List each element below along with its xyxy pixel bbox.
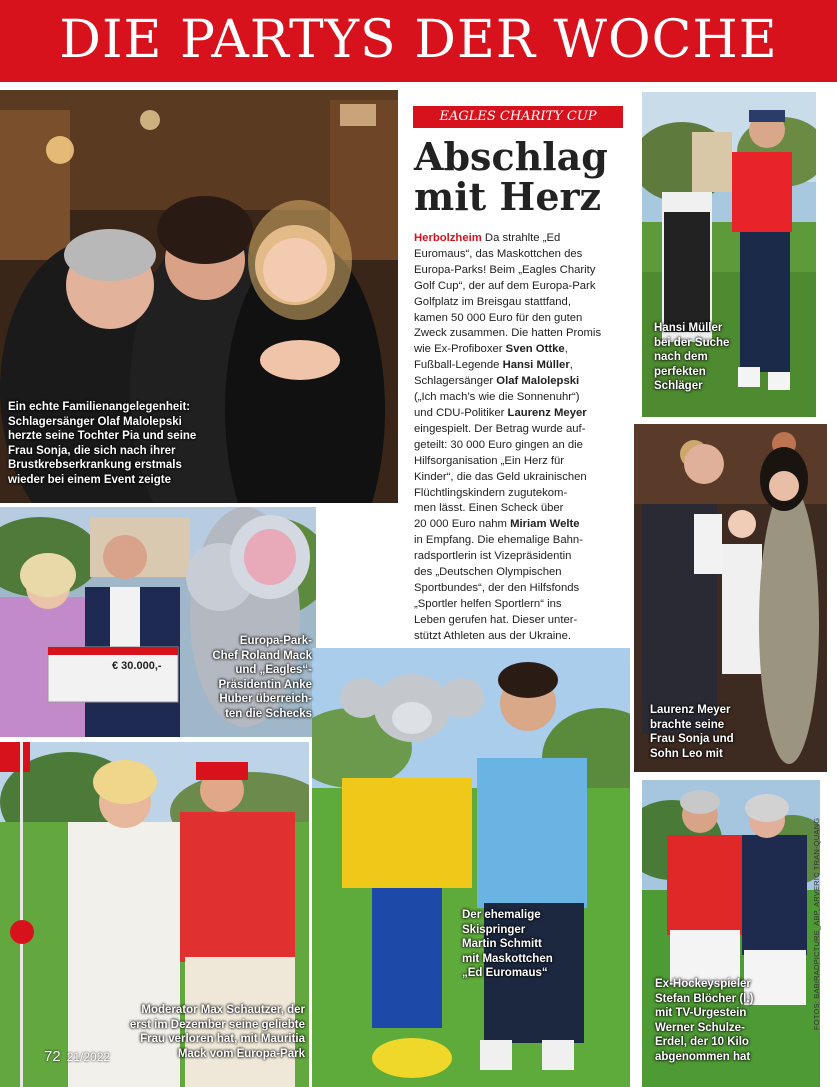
caption-line: Werner Schulze- [655,1021,745,1034]
caption-line: perfekten [654,365,706,378]
caption-hansi-mueller [654,321,729,394]
article-text: men lässt. Einen Scheck über [414,502,564,515]
article-text: Leben gerufen hat. Dieser unter- [414,613,578,626]
article-headline [414,134,608,219]
article-text: wie Ex-Profiboxer [414,343,506,356]
header-banner [0,0,837,82]
check-amount: € 30.000,- [112,660,162,672]
caption-line: nach dem [654,351,708,363]
article-text: und CDU-Politiker [414,406,508,419]
article-line [414,470,636,486]
caption-family [8,400,196,487]
article-text: Golf Cup“, der auf dem Europa-Park [414,279,596,292]
caption-line: Schlagersänger Olaf Malolepski [8,415,182,428]
article-text: kamen 50 000 Euro für den guten [414,311,583,324]
article-line [414,597,636,613]
article-text: Zweck zusammen. Die hatten Promis [414,327,602,340]
article-line [414,422,636,438]
caption-line: brachte seine [650,718,725,731]
article-line [414,406,636,422]
article-line [414,549,636,565]
article-line [414,311,636,327]
caption-line: Moderator Max Schautzer, der [141,1004,305,1016]
caption-line: Erdel, der 10 Kilo [655,1036,749,1048]
page-title: DIE PARTYS DER WOCHE [59,10,778,70]
article-text: Herbolzheim [414,232,482,244]
article-line [414,231,636,247]
article-kicker: EAGLES CHARITY CUP [413,106,623,128]
caption-line: Brustkrebserkrankung erstmals [8,459,182,471]
caption-stefan-bloecher [655,977,753,1064]
caption-line: Hansi Müller [654,322,723,334]
article-text: Miriam Welte [510,518,580,531]
caption-line: mit Maskottchen [462,952,553,965]
caption-line: Stefan Blöcher (l.) [655,992,754,1005]
caption-line: Ein echte Familienangelegenheit: [8,401,191,413]
caption-line: „Ed Euromaus“ [462,967,548,979]
article-line [414,295,636,311]
article-line [414,581,636,597]
article-text: eingespielt. Der Betrag wurde auf- [414,422,586,435]
caption-line: Martin Schmitt [462,938,542,950]
caption-line: Mack vom Europa-Park [177,1047,305,1060]
article-text: Sven Ottke [505,343,565,356]
article-body [414,231,636,645]
caption-line: Huber überreich- [219,693,312,705]
article-text: „Sportler helfen Sportlern“ ins [414,597,562,610]
article-line [414,374,636,390]
caption-line: und „Eagles“- [235,664,312,676]
article-text: Golfplatz im Breisgau stattfand, [414,295,571,308]
article-text: des „Deutschen Olympischen [414,566,562,579]
article-line [414,247,636,263]
caption-line: bei der Suche [654,336,730,349]
caption-line: Frau Sonja und [650,733,734,745]
caption-max-schautzer [120,1003,305,1061]
caption-line: herzte seine Tochter Pia und seine [8,430,197,442]
page-number: 72 [44,1048,61,1065]
article-text: geteilt: 30 000 Euro gingen an die [414,438,583,451]
article-text: , [564,343,568,356]
caption-line: ten die Schecks [225,707,312,720]
caption-line: Chef Roland Mack [212,649,312,662]
article-line [414,438,636,454]
article-line [414,358,636,374]
article-line [414,279,636,295]
photo-martin-schmitt [312,648,630,1087]
article-line [414,390,636,406]
caption-line: Der ehemalige [462,909,541,921]
caption-line: abgenommen hat [655,1050,751,1063]
article-text: Hilfsorganisation „Ein Herz für [414,454,565,467]
article-text: in Empfang. Die ehemalige Bahn- [414,534,583,547]
article-line [414,533,636,549]
article-text: Olaf Malolepski [496,375,580,388]
article-line [414,501,636,517]
article-text: („Ich mach’s wie die Sonnenuhr“) [414,391,580,404]
caption-line: Europa-Park- [239,635,312,647]
article-line [414,517,636,533]
article-text: Flüchtlingskindern zugutekom- [414,486,568,499]
article-line [414,613,636,629]
caption-laurenz-meyer [650,703,734,761]
caption-line: Schläger [654,380,703,392]
article-text: Schlagersänger [414,375,497,388]
article-text: Hansi Müller [502,359,570,372]
caption-line: erst im Dezember seine geliebte [129,1018,305,1031]
article-text: Kinder“, die das Geld ukrainischen [414,470,587,483]
article-text: Da strahlte „Ed [481,232,561,244]
article-text: stützt Athleten aus der Ukraine. [414,629,571,642]
article-text: Fußball-Legende [414,359,503,372]
headline-line: mit Herz [414,174,602,219]
caption-martin-schmitt [462,908,553,981]
photo-credit [812,817,832,1050]
article-text: Europa-Parks! Beim „Eagles Charity [414,263,596,276]
caption-line: Ex-Hockeyspieler [655,978,751,990]
issue-number: 21/2022 [66,1050,111,1064]
article-line [414,263,636,279]
caption-line: Präsidentin Anke [218,678,312,691]
article-text: Laurenz Meyer [507,406,587,419]
caption-line: Frau Sonja, die sich nach ihrer [8,444,176,457]
caption-roland-mack [200,634,312,721]
page-folio [44,1048,110,1065]
caption-line: wieder bei einem Event zeigte [8,473,171,486]
article-text: , [569,359,573,372]
article-line [414,454,636,470]
caption-line: Frau verloren hat, mit Mauritia [140,1033,305,1045]
article-text: radsportlerin ist Vizepräsidentin [414,550,572,563]
article-text: Sportbundes“, der den Hilfsfonds [414,581,580,594]
caption-line: Laurenz Meyer [650,704,731,716]
headline-line: Abschlag [414,134,608,179]
article-text: 20 000 Euro nahm [414,518,511,531]
article-line [414,629,636,645]
caption-line: mit TV-Urgestein [655,1007,747,1019]
caption-line: Skispringer [462,923,526,936]
article-line [414,565,636,581]
article-line [414,326,636,342]
caption-line: Sohn Leo mit [650,747,723,760]
article-text: Euromaus“, das Maskottchen des [414,247,583,260]
article-line [414,342,636,358]
photo-credit-text: FOTOS: BABIRADPICTURE_ABP, ARVERIC TRAN-QUANG [812,817,821,1030]
article-line [414,486,636,502]
